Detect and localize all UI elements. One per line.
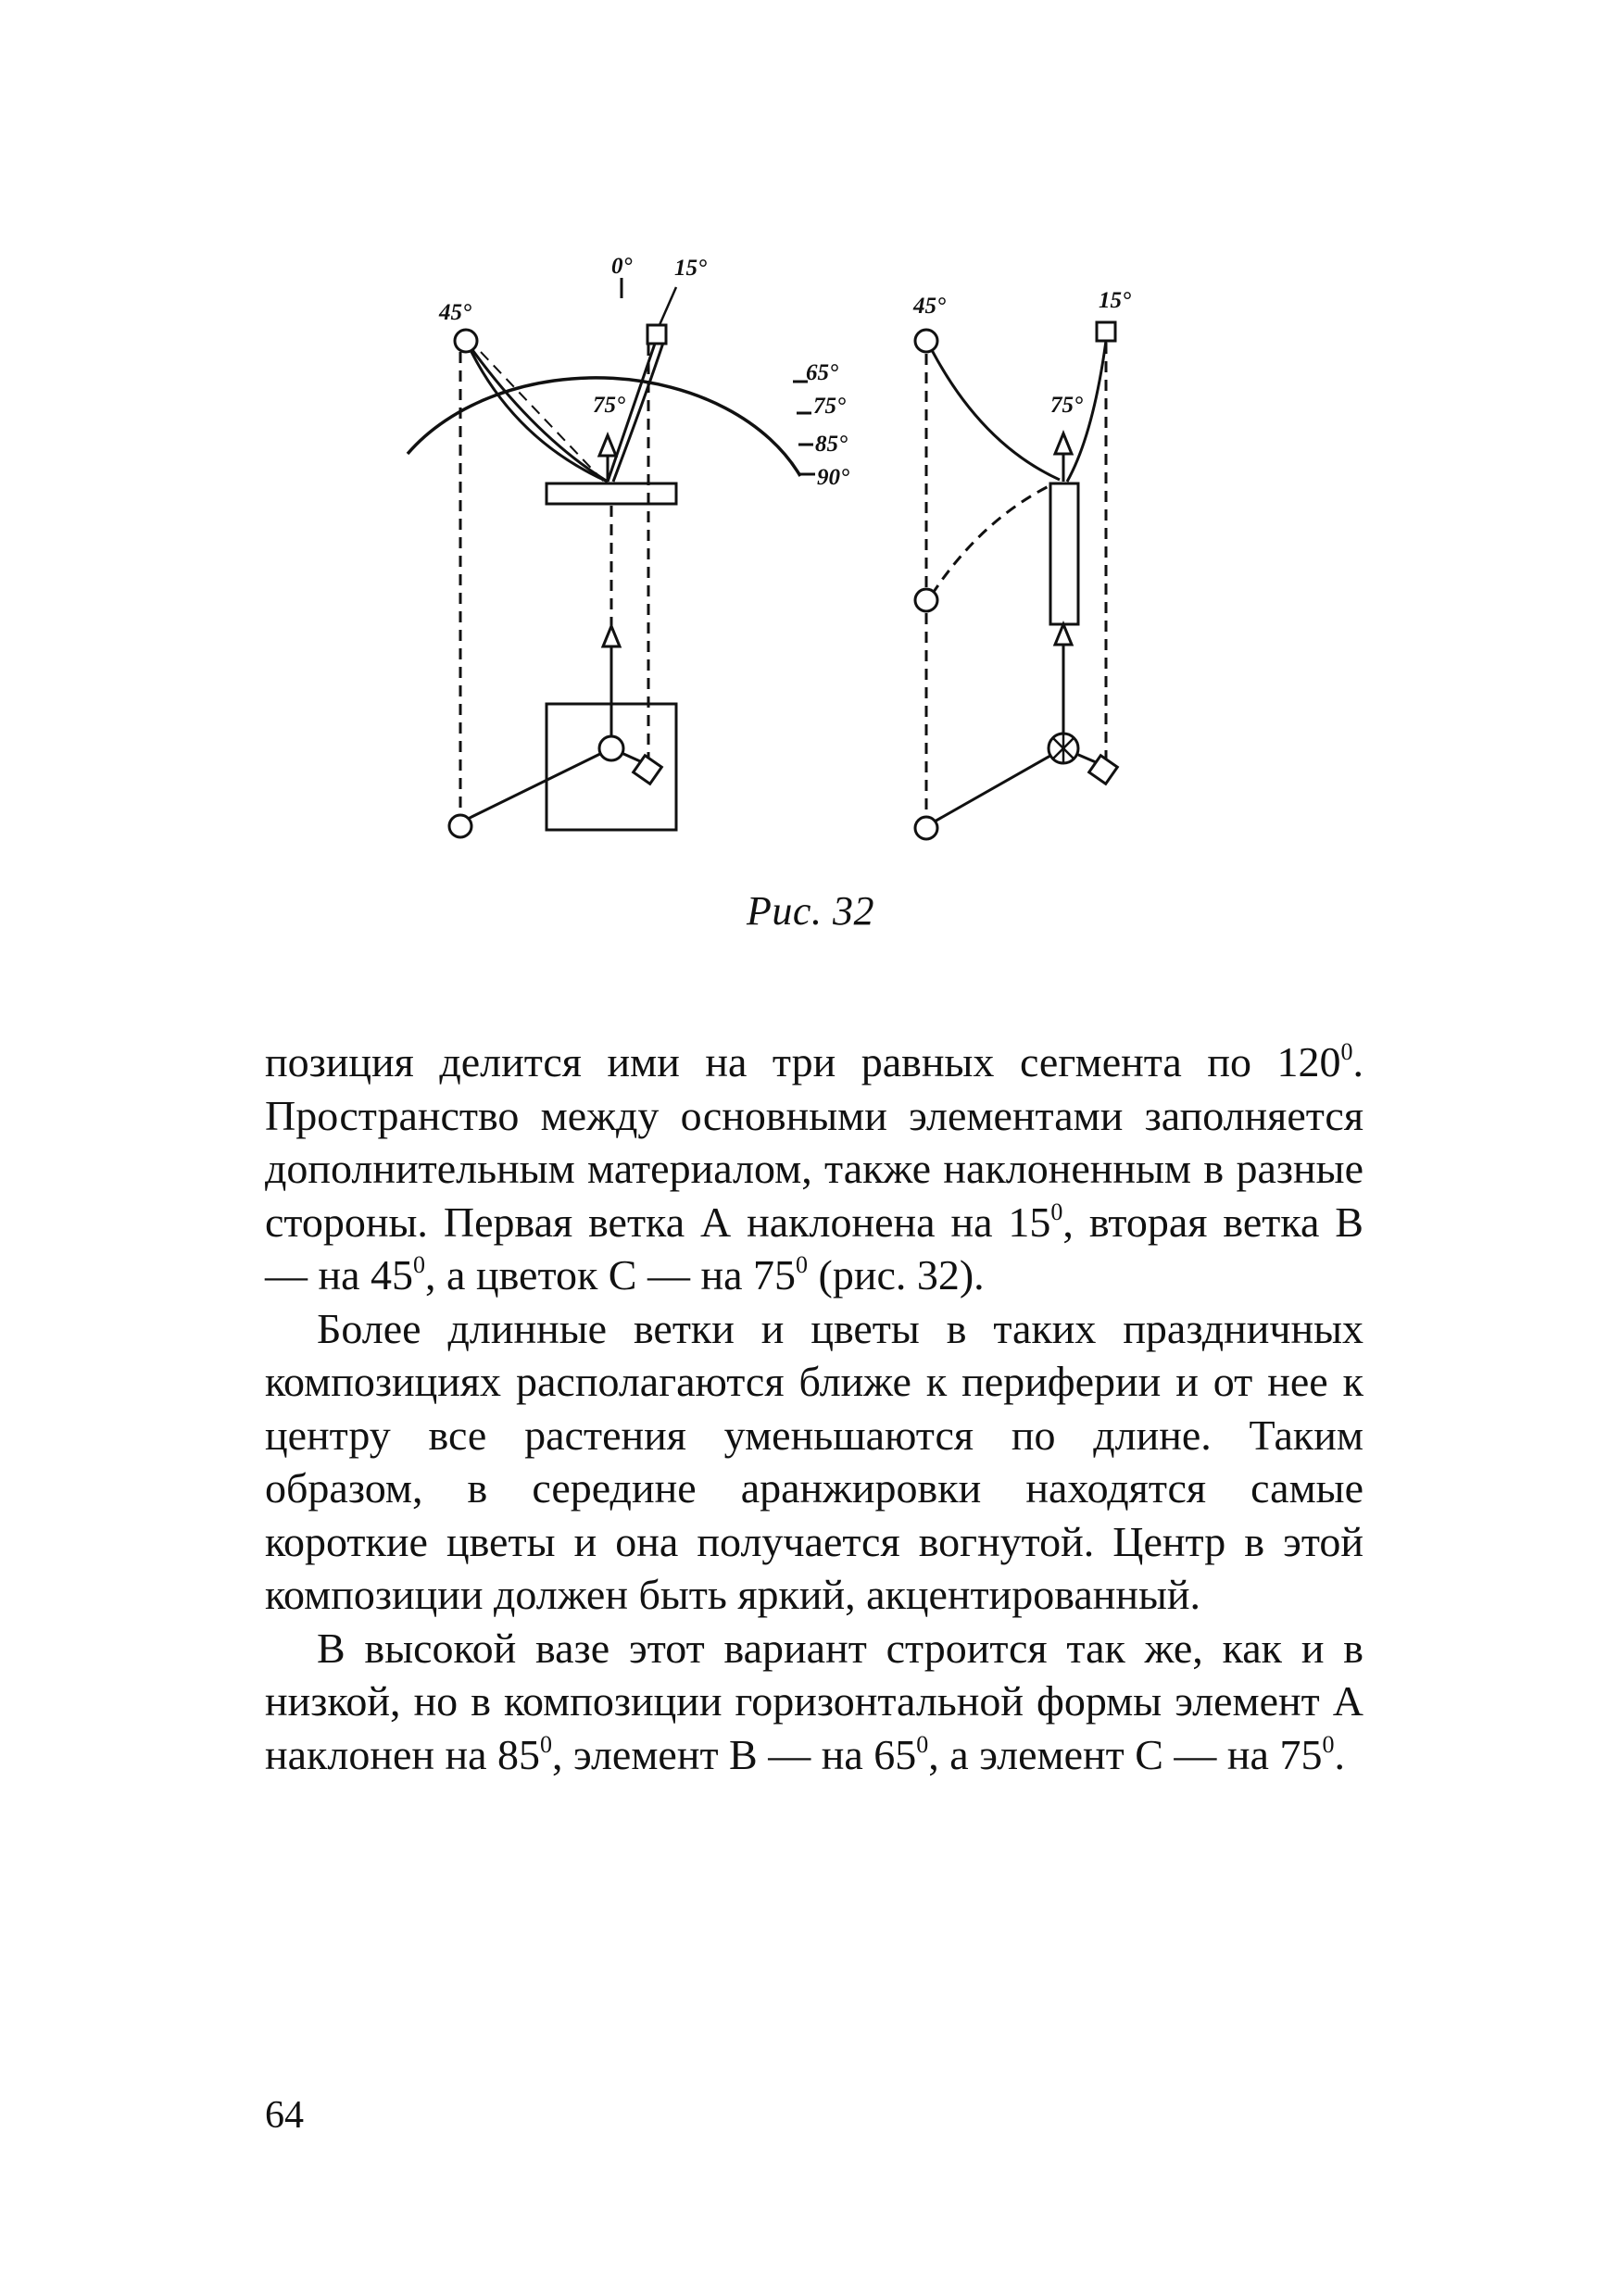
- paragraph-3-degree-3: 0: [1322, 1730, 1335, 1758]
- paragraph-1: [265, 1035, 1363, 1302]
- left-branch-a-node: [647, 325, 666, 344]
- paragraph-1-part-2: . Пространство между основными элементами заполняется дополнительным материалом, также наклоненным в разные стороны. Первая ветка А наклонена на 15: [265, 1038, 1363, 1246]
- left-scale-label-75: 75°: [813, 394, 846, 419]
- right-plan-b-node: [915, 817, 937, 839]
- left-branch-b-node: [455, 330, 477, 352]
- paragraph-1-part-5: (рис. 32).: [808, 1251, 985, 1299]
- right-diagram: [915, 322, 1117, 839]
- paragraph-3-part-3: , а элемент С — на 75: [928, 1730, 1323, 1778]
- paragraph-1-degree-4: 0: [796, 1251, 809, 1278]
- left-plan-b-line: [460, 748, 611, 822]
- right-low-branch-node: [915, 589, 937, 611]
- left-label-0: 0°: [611, 254, 633, 279]
- figure-32: [0, 0, 1621, 934]
- right-vase-body: [1050, 483, 1078, 624]
- right-dashed-curve: [932, 483, 1054, 595]
- figure-caption: Рис. 32: [747, 888, 874, 934]
- paragraph-3: [265, 1622, 1363, 1782]
- left-plan-center: [599, 736, 623, 760]
- paragraph-3-part-2: , элемент В — на 65: [552, 1730, 917, 1778]
- paragraph-1-part-3: , вторая ветка В — на 45: [265, 1198, 1363, 1299]
- left-arrow-lower-head: [603, 626, 620, 646]
- left-diagram: [408, 278, 815, 837]
- arrangement-diagram: [0, 0, 1621, 926]
- left-scale-label-90: 90°: [817, 465, 849, 490]
- paragraph-2: Более длинные ветки и цветы в таких праздничных композициях располагаются ближе к периферии и от нее к центру все растения уменьшаются по длине. Таким образом, в середине аранжировки находятся самые короткие цветы и она получается вогнутой. Центр в этой композиции должен быть яркий, акцентированный.: [265, 1304, 1363, 1618]
- page-number: 64: [265, 2094, 304, 2137]
- left-branch-b-stem-lower: [469, 346, 608, 482]
- right-branch-b-node: [915, 330, 937, 352]
- right-arrow-lower-head: [1055, 624, 1072, 645]
- left-scale-label-65: 65°: [806, 360, 838, 385]
- right-flower-c-arrowhead: [1055, 433, 1072, 454]
- left-flower-c-arrowhead: [599, 435, 616, 456]
- paragraph-3-part-4: .: [1334, 1730, 1345, 1778]
- right-branch-b-stem: [932, 350, 1060, 480]
- right-plan-b-line: [926, 748, 1063, 826]
- left-holder-bar: [547, 483, 676, 504]
- right-label-15: 15°: [1099, 288, 1131, 313]
- right-label-75: 75°: [1050, 393, 1083, 418]
- left-projection-b-inner: [481, 352, 604, 482]
- left-scale-label-85: 85°: [815, 432, 848, 457]
- paragraph-3-degree-1: 0: [540, 1730, 553, 1758]
- left-label-15: 15°: [674, 256, 707, 281]
- paragraph-1-part-4: , а цветок С — на 75: [425, 1251, 797, 1299]
- paragraph-3-part-1: В высокой вазе этот вариант строится так же, как и в низкой, но в композиции горизонтальной формы элемент А наклонен на 85: [265, 1624, 1363, 1778]
- right-label-45: 45°: [913, 294, 946, 319]
- left-label-75: 75°: [593, 393, 625, 418]
- left-plan-b-node: [449, 815, 471, 837]
- paragraph-1-degree-3: 0: [413, 1251, 426, 1278]
- paragraph-1-degree-2: 0: [1050, 1198, 1063, 1225]
- paragraph-1-degree-1: 0: [1340, 1038, 1353, 1065]
- paragraph-3-degree-2: 0: [916, 1730, 929, 1758]
- body-text: [265, 1035, 1363, 1781]
- right-branch-a-node: [1097, 322, 1115, 341]
- left-label-45: 45°: [439, 300, 471, 325]
- paragraph-1-part-1: позиция делится ими на три равных сегмента по 120: [265, 1038, 1341, 1085]
